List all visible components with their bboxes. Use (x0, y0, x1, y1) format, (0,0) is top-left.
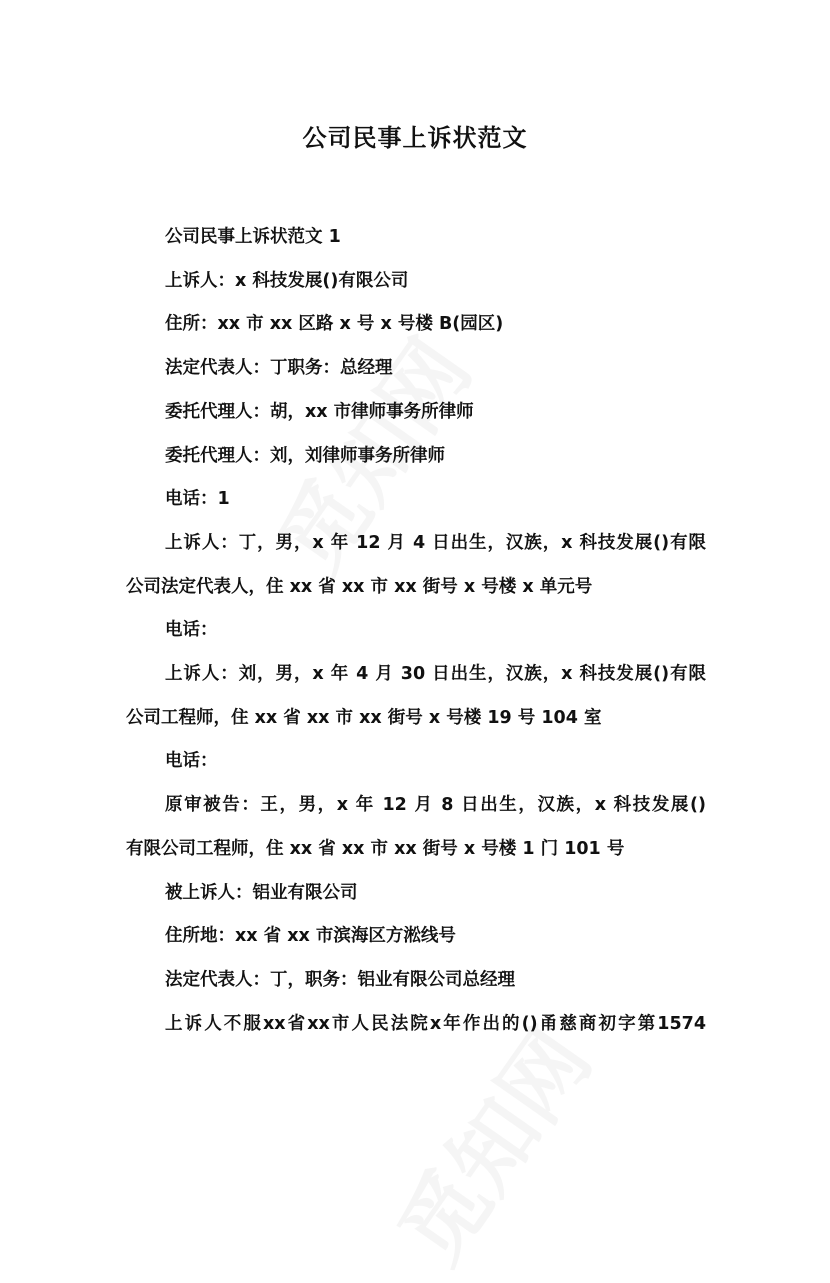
agent-1: 委托代理人：胡，xx 市律师事务所律师 (165, 401, 474, 422)
appellant-company: 上诉人：x 科技发展()有限公司 (165, 270, 409, 291)
appellant-ding-line-1: 上诉人：丁，男，x 年 12 月 4 日出生，汉族，x 科技发展()有限 (165, 532, 706, 553)
section-heading: 公司民事上诉状范文 1 (165, 227, 341, 247)
appellee-address: 住所地：xx 省 xx 市滨海区方淞线号 (165, 926, 456, 947)
appellant-liu-line-1: 上诉人：刘，男，x 年 4 月 30 日出生，汉族，x 科技发展()有限 (165, 664, 706, 685)
appellant-address: 住所：xx 市 xx 区路 x 号 x 号楼 B(园区) (165, 314, 504, 335)
document-title: 公司民事上诉状范文 (302, 124, 528, 152)
legal-representative: 法定代表人：丁职务：总经理 (165, 358, 393, 379)
agent-2: 委托代理人：刘，刘律师事务所律师 (165, 445, 445, 466)
original-defendant-line-2: 有限公司工程师，住 xx 省 xx 市 xx 街号 x 号楼 1 门 101 号 (126, 838, 625, 859)
appellant-ding-line-2: 公司法定代表人，住 xx 省 xx 市 xx 街号 x 号楼 x 单元号 (126, 576, 593, 597)
appellant-liu-line-2: 公司工程师，住 xx 省 xx 市 xx 街号 x 号楼 19 号 104 室 (126, 707, 602, 728)
appeal-statement: 上诉人不服xx省xx市人民法院x年作出的()甬慈商初字第1574 (165, 1013, 706, 1034)
original-defendant-line-1: 原审被告：王，男，x 年 12 月 8 日出生，汉族，x 科技发展() (165, 795, 706, 816)
phone-2: 电话： (165, 620, 218, 641)
appellee-representative: 法定代表人：丁，职务：铝业有限公司总经理 (165, 969, 515, 990)
phone-3: 电话： (165, 751, 218, 772)
appellee: 被上诉人：铝业有限公司 (165, 882, 358, 903)
phone-1: 电话：1 (165, 489, 230, 510)
document-body (126, 216, 706, 1046)
